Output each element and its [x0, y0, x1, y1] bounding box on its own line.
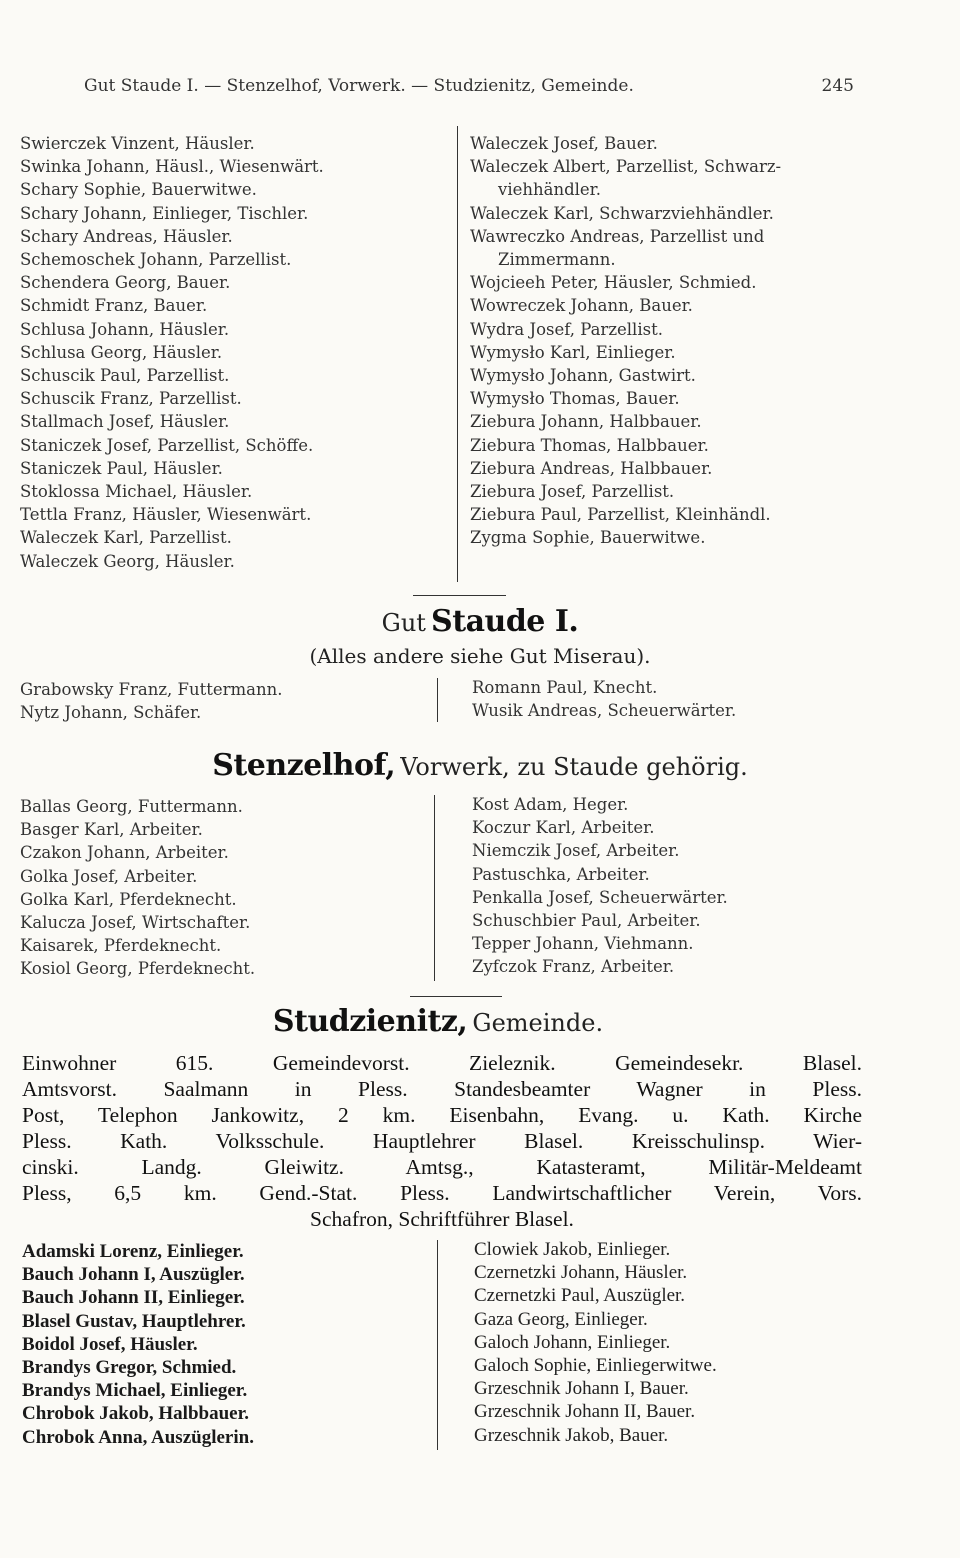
- list-entry: Bauch Johann II, Einlieger.: [22, 1287, 245, 1309]
- list-entry: Wydra Josef, Parzellist.: [470, 319, 663, 339]
- list-entry: Chrobok Jakob, Halbbauer.: [22, 1403, 250, 1425]
- stenzelhof-list-left: [20, 795, 420, 981]
- list-entry: Czernetzki Johann, Häusler.: [474, 1262, 688, 1284]
- list-entry: Grzeschnik Johann II, Bauer.: [474, 1401, 696, 1423]
- list-entry: Stallmach Josef, Häusler.: [20, 412, 230, 432]
- list-entry: Wawreczko Andreas, Parzellist und: [470, 226, 765, 246]
- list-entry: Galoch Johann, Einlieger.: [474, 1331, 671, 1353]
- list-entry: Schuschbier Paul, Arbeiter.: [472, 911, 701, 931]
- list-entry: Zyfczok Franz, Arbeiter.: [472, 957, 675, 977]
- list-entry: Brandys Gregor, Schmied.: [22, 1357, 237, 1379]
- section-rule: [413, 595, 506, 596]
- list-entry: Stoklossa Michael, Häusler.: [20, 482, 253, 502]
- list-entry: Swinka Johann, Häusl., Wiesenwärt.: [20, 157, 324, 177]
- list-entry: Koczur Karl, Arbeiter.: [472, 818, 655, 838]
- list-entry: Zygma Sophie, Bauerwitwe.: [470, 528, 706, 548]
- list-entry: Schlusa Georg, Häusler.: [20, 342, 223, 362]
- list-entry: Pastuschka, Arbeiter.: [472, 864, 650, 884]
- paragraph-line: Pless, 6,5 km. Gend.-Stat. Pless. Landwirtschaftlicher Verein, Vors.: [22, 1181, 862, 1205]
- running-head-text: Gut Staude I. — Stenzelhof, Vorwerk. — Studzienitz, Gemeinde.: [84, 76, 634, 96]
- list-entry: Ziebura Josef, Parzellist.: [470, 482, 675, 502]
- paragraph-line: Einwohner 615. Gemeindevorst. Zieleznik. Gemeindesekr. Blasel.: [22, 1051, 862, 1075]
- list-entry: Schemoschek Johann, Parzellist.: [20, 250, 292, 270]
- studzienitz-paragraph: [22, 1050, 862, 1232]
- list-entry: Chrobok Anna, Auszüglerin.: [22, 1426, 254, 1448]
- list-entry: Tettla Franz, Häusler, Wiesenwärt.: [20, 505, 312, 525]
- list-entry: Schlusa Johann, Häusler.: [20, 319, 230, 339]
- list-entry: Grabowsky Franz, Futtermann.: [20, 680, 283, 699]
- list-entry: Swierczek Vinzent, Häusler.: [20, 134, 255, 153]
- list-entry: Golka Karl, Pferdeknecht.: [20, 889, 237, 909]
- list-entry: Staniczek Paul, Häusler.: [20, 458, 223, 478]
- section-heading-gut-staude: [0, 604, 960, 639]
- list-entry: Ballas Georg, Futtermann.: [20, 797, 243, 816]
- column-divider: [437, 1240, 438, 1450]
- list-entry: Wymysło Thomas, Bauer.: [470, 389, 680, 409]
- top-list-right: [470, 132, 940, 550]
- heading-prefix: Gut: [381, 609, 426, 637]
- list-entry: Waleczek Georg, Häusler.: [20, 551, 235, 571]
- heading-title: Staude I.: [431, 604, 579, 639]
- list-entry: Wymysło Karl, Einlieger.: [470, 342, 676, 362]
- list-entry: Schmidt Franz, Bauer.: [20, 296, 208, 316]
- list-entry: Schary Andreas, Häusler.: [20, 226, 233, 246]
- stenzelhof-list-right: [472, 793, 892, 979]
- paragraph-line: Post, Telephon Jankowitz, 2 km. Eisenbahn, Evang. u. Kath. Kirche: [22, 1103, 862, 1127]
- list-entry: Brandys Michael, Einlieger.: [22, 1380, 248, 1402]
- list-entry: Penkalla Josef, Scheuerwärter.: [472, 887, 728, 907]
- paragraph-line: Amtsvorst. Saalmann in Pless. Standesbeamter Wagner in Pless.: [22, 1077, 862, 1101]
- list-entry: Ziebura Thomas, Halbbauer.: [470, 435, 709, 455]
- list-entry: Schuscik Paul, Parzellist.: [20, 366, 230, 386]
- paragraph-line: Pless. Kath. Volksschule. Hauptlehrer Blasel. Kreisschulinsp. Wier-: [22, 1129, 862, 1153]
- list-entry: Basger Karl, Arbeiter.: [20, 820, 203, 840]
- list-entry: Wowreczek Johann, Bauer.: [470, 296, 693, 316]
- list-entry: Gaza Georg, Einlieger.: [474, 1308, 648, 1330]
- studzienitz-list-right: [474, 1238, 904, 1447]
- list-entry: Galoch Sophie, Einliegerwitwe.: [474, 1355, 717, 1377]
- list-entry: Kaisarek, Pferdeknecht.: [20, 936, 222, 956]
- list-entry: Wusik Andreas, Scheuerwärter.: [472, 701, 737, 721]
- list-entry: Golka Josef, Arbeiter.: [20, 866, 198, 886]
- list-entry: Boidol Josef, Häusler.: [22, 1333, 198, 1355]
- list-entry: Waleczek Albert, Parzellist, Schwarz-: [470, 157, 782, 177]
- section-rule: [410, 996, 502, 997]
- list-entry: Wymysło Johann, Gastwirt.: [470, 366, 696, 386]
- list-entry: Czakon Johann, Arbeiter.: [20, 843, 229, 863]
- list-entry: Adamski Lorenz, Einlieger.: [22, 1241, 244, 1262]
- list-entry: Bauch Johann I, Auszügler.: [22, 1264, 245, 1286]
- top-list-left: [20, 132, 435, 573]
- column-divider: [457, 126, 458, 582]
- list-entry: Kalucza Josef, Wirtschafter.: [20, 913, 251, 933]
- list-entry: Waleczek Josef, Bauer.: [470, 134, 658, 153]
- list-entry: Blasel Gustav, Hauptlehrer.: [22, 1310, 246, 1332]
- heading-subtitle: Vorwerk, zu Staude gehörig.: [400, 753, 748, 781]
- list-entry: Niemczik Josef, Arbeiter.: [472, 841, 680, 861]
- list-entry: Ziebura Paul, Parzellist, Kleinhändl.: [470, 505, 771, 525]
- list-entry: Staniczek Josef, Parzellist, Schöffe.: [20, 435, 314, 455]
- list-entry: Clowiek Jakob, Einlieger.: [474, 1239, 671, 1260]
- list-entry: Waleczek Karl, Schwarzviehhändler.: [470, 203, 774, 223]
- list-entry: Czernetzki Paul, Auszügler.: [474, 1285, 686, 1307]
- paragraph-line: Schafron, Schriftführer Blasel.: [310, 1207, 574, 1231]
- running-head: [84, 74, 854, 98]
- gut-staude-list-left: [20, 678, 420, 724]
- column-divider: [437, 678, 438, 722]
- page-number: 245: [821, 76, 854, 96]
- list-entry: viehhändler.: [498, 180, 602, 200]
- section-heading-studzienitz: [0, 1004, 918, 1039]
- list-entry: Nytz Johann, Schäfer.: [20, 703, 202, 723]
- list-entry: Ziebura Andreas, Halbbauer.: [470, 458, 713, 478]
- list-entry: Zimmermann.: [498, 250, 616, 270]
- section-note: (Alles andere siehe Gut Miserau).: [309, 644, 651, 668]
- list-entry: Schendera Georg, Bauer.: [20, 273, 231, 293]
- heading-title: Stenzelhof,: [212, 748, 396, 783]
- heading-subtitle: Gemeinde.: [472, 1009, 604, 1037]
- list-entry: Ziebura Johann, Halbbauer.: [470, 412, 702, 432]
- list-entry: Wojcieeh Peter, Häusler, Schmied.: [470, 273, 757, 293]
- list-entry: Kosiol Georg, Pferdeknecht.: [20, 959, 256, 979]
- paragraph-line: cinski. Landg. Gleiwitz. Amtsg., Katasteramt, Militär-Meldeamt: [22, 1155, 862, 1179]
- list-entry: Schary Johann, Einlieger, Tischler.: [20, 203, 309, 223]
- heading-title: Studzienitz,: [272, 1004, 468, 1039]
- section-heading-stenzelhof: [0, 748, 960, 783]
- gut-staude-list-right: [472, 676, 892, 722]
- list-entry: Schary Sophie, Bauerwitwe.: [20, 180, 257, 200]
- column-divider: [434, 795, 435, 981]
- list-entry: Waleczek Karl, Parzellist.: [20, 528, 232, 548]
- list-entry: Tepper Johann, Viehmann.: [472, 934, 694, 954]
- studzienitz-list-left: [22, 1240, 422, 1449]
- list-entry: Romann Paul, Knecht.: [472, 678, 658, 697]
- list-entry: Grzeschnik Jakob, Bauer.: [474, 1424, 669, 1446]
- list-entry: Schuscik Franz, Parzellist.: [20, 389, 242, 409]
- list-entry: Kost Adam, Heger.: [472, 795, 629, 814]
- list-entry: Grzeschnik Johann I, Bauer.: [474, 1378, 689, 1400]
